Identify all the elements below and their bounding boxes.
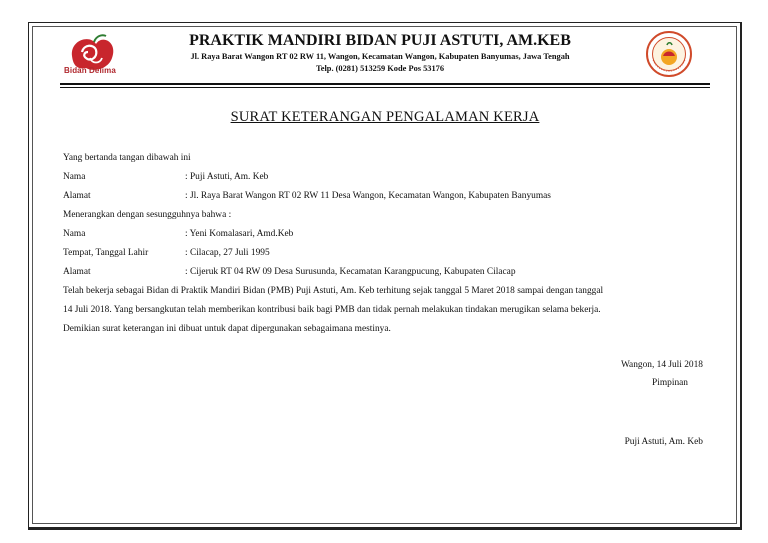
signature-role: Pimpinan [652,378,688,388]
header-divider-thick [60,83,710,85]
signer-address-value: : Jl. Raya Barat Wangon RT 02 RW 11 Desa Wangon, Kecamatan Wangon, Kabupaten Banyumas [185,191,551,201]
employee-name-value: : Yeni Komalasari, Amd.Keb [185,229,294,239]
signer-address-label: Alamat [63,191,91,201]
header-divider-thin [60,87,710,88]
employee-address-label: Alamat [63,267,91,277]
organization-address: Jl. Raya Barat Wangon RT 02 RW 11, Wangon, Kecamatan Wangon, Kabupaten Banyumas, Jawa Tengah [190,52,570,61]
logo-caption: Bidan Delima [64,66,116,75]
letter-title: SURAT KETERANGAN PENGALAMAN KERJA [230,109,540,125]
employee-birth-value: : Cilacap, 27 Juli 1995 [185,248,270,258]
organization-name: PRAKTIK MANDIRI BIDAN PUJI ASTUTI, AM.KEB [189,32,571,49]
paragraph-line-1: Telah bekerja sebagai Bidan di Praktik Mandiri Bidan (PMB) Puji Astuti, Am. Keb terhitung sejak tanggal 5 Maret 2018 sampai dengan tanggal [63,286,604,296]
employee-name-label: Nama [63,229,86,239]
paragraph-line-2: 14 Juli 2018. Yang bersangkutan telah memberikan kontribusi baik bagi PMB dan tidak pernah melakukan tindakan merugikan selama bekerja. [63,305,601,315]
organization-phone: Telp. (0281) 513259 Kode Pos 53176 [315,64,445,73]
signer-name-value: : Puji Astuti, Am. Keb [185,172,269,182]
paragraph-line-3: Demikian surat keterangan ini dibuat untuk dapat dipergunakan sebagaimana mestinya. [63,324,391,334]
signer-name-label: Nama [63,172,86,182]
signature-place-date: Wangon, 14 Juli 2018 [620,360,703,370]
intro-text: Yang bertanda tangan dibawah ini [63,153,191,163]
employee-birth-label: Tempat, Tanggal Lahir [63,248,149,258]
signature-name: Puji Astuti, Am. Keb [624,437,703,447]
organization-seal-icon [645,30,693,78]
employee-address-value: : Cijeruk RT 04 RW 09 Desa Surusunda, Kecamatan Karangpucung, Kabupaten Cilacap [185,267,516,277]
declaration-text: Menerangkan dengan sesungguhnya bahwa : [63,210,232,220]
